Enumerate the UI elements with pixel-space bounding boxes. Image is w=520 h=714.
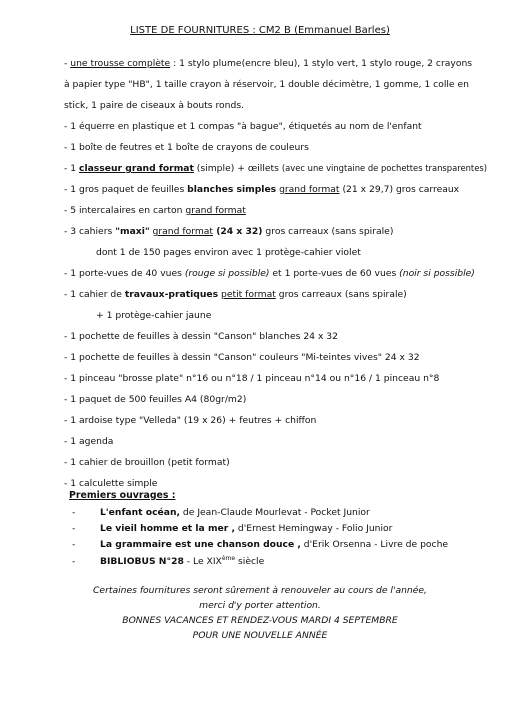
intercalaires-prefix: - 5 intercalaires en carton [64,205,186,216]
ouvrage-item [72,539,448,550]
item-brouillon: - 1 cahier de brouillon (petit format) [64,457,230,468]
ouvrage-title: L'enfant océan, [100,507,180,518]
ouvrage-item [72,507,370,518]
classeur-format: classeur grand format [79,163,194,174]
item-travaux-pratiques [64,289,407,300]
ouvrage-tail: siècle [235,556,265,568]
footer-line-2: merci d'y porter attention. [199,600,321,611]
ouvrage-title: BIBLIOBUS N°28 [100,556,184,568]
ouvrage-dash: - [72,556,76,568]
cahiers-size: (24 x 32) [213,226,263,237]
item-agenda: - 1 agenda [64,436,114,447]
intercalaires-format: grand format [185,205,246,216]
item-intercalaires [64,205,246,216]
tp-text: gros carreaux (sans spirale) [275,289,407,300]
ouvrage-dash: - [72,507,76,518]
item-cahiers [64,226,393,237]
tp-sub: + 1 protège-cahier jaune [96,310,212,321]
trousse-text-1: : 1 stylo plume(encre bleu), 1 stylo vert, 1 stylo rouge, 2 crayons [170,58,473,69]
item-dash: - [64,58,71,69]
classeur-text: (simple) + œillets [193,163,282,174]
cahiers-text: gros carreaux (sans spirale) [262,226,394,237]
porte-vues-text: et 1 porte-vues de 60 vues [269,268,400,279]
paquet-prefix: - 1 gros paquet de feuilles [64,184,188,195]
cahiers-prefix: - 3 cahiers [64,226,116,237]
item-trousse [64,58,472,69]
porte-vues-prefix: - 1 porte-vues de 40 vues [64,268,185,279]
item-boite: - 1 boîte de feutres et 1 boîte de crayons de couleurs [64,142,309,153]
footer-line-1: Certaines fournitures seront sûrement à renouveler au cours de l'année, [93,585,427,596]
item-porte-vues [64,268,475,279]
ouvrage-superscript: ème [221,555,236,562]
classeur-prefix: - 1 [64,163,80,174]
trousse-text-3: stick, 1 paire de ciseaux à bouts ronds. [64,100,245,111]
item-canson-blanches: - 1 pochette de feuilles à dessin "Canson" blanches 24 x 32 [64,331,338,342]
ouvrage-dash: - [72,523,76,534]
item-paquet-feuilles [64,184,459,195]
ouvrage-author: d'Ernest Hemingway - Folio Junior [234,523,393,534]
item-ardoise: - 1 ardoise type "Velleda" (19 x 26) + feutres + chiffon [64,415,317,426]
paquet-type: blanches simples [187,184,277,195]
ouvrage-item [72,555,264,567]
ouvrage-item [72,523,392,534]
tp-prefix: - 1 cahier de [64,289,125,300]
paquet-text: (21 x 29,7) gros carreaux [339,184,460,195]
ouvrage-author: - Le XIX [183,556,222,568]
tp-label: travaux-pratiques [124,289,219,300]
ouvrage-title: Le vieil homme et la mer , [100,523,235,534]
item-canson-couleurs: - 1 pochette de feuilles à dessin "Canson" couleurs "Mi-teintes vives" 24 x 32 [64,352,420,363]
cahiers-maxi: "maxi" [115,226,150,237]
ouvrage-title: La grammaire est une chanson douce , [100,539,301,550]
classeur-note: (avec une vingtaine de pochettes transparentes) [281,163,488,173]
porte-vues-color2: (noir si possible) [399,268,475,279]
item-paquet-500: - 1 paquet de 500 feuilles A4 (80gr/m2) [64,394,247,405]
porte-vues-color1: (rouge si possible) [184,268,270,279]
item-classeur [64,163,487,174]
footer-line-3: BONNES VACANCES ET RENDEZ-VOUS MARDI 4 SEPTEMBRE [122,615,398,626]
ouvrage-dash: - [72,539,76,550]
page-title: LISTE DE FOURNITURES : CM2 B (Emmanuel Barles) [130,25,390,36]
tp-format: petit format [221,289,276,300]
ouvrage-author: d'Erik Orsenna - Livre de poche [300,539,449,550]
trousse-label: une trousse complète [70,58,171,69]
cahiers-format: grand format [152,226,214,237]
paquet-format: grand format [279,184,340,195]
cahiers-sub: dont 1 de 150 pages environ avec 1 protège-cahier violet [96,247,361,258]
ouvrage-author: de Jean-Claude Mourlevat - Pocket Junior [180,507,370,518]
item-calculette: - 1 calculette simple [64,478,158,489]
item-equerre: - 1 équerre en plastique et 1 compas "à bague", étiquetés au nom de l'enfant [64,121,422,132]
trousse-text-2: à papier type "HB", 1 taille crayon à réservoir, 1 double décimètre, 1 gomme, 1 colle en [64,79,469,90]
footer-line-4: POUR UNE NOUVELLE ANNÉE [192,630,328,641]
ouvrages-heading: Premiers ouvrages : [69,490,176,501]
item-pinceaux: - 1 pinceau "brosse plate" n°16 ou n°18 / 1 pinceau n°14 ou n°16 / 1 pinceau n°8 [64,373,440,384]
